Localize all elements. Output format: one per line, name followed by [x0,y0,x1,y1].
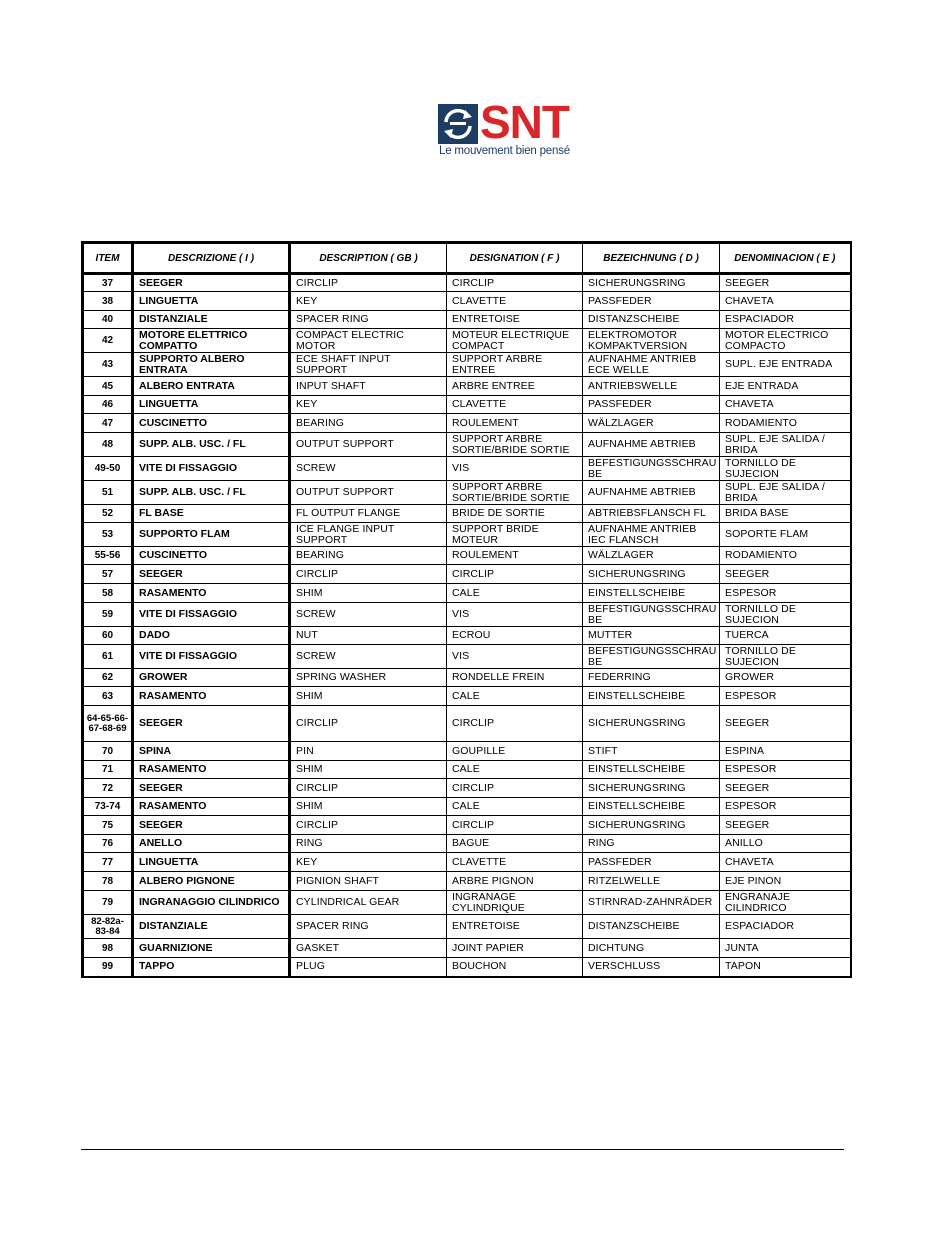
table-cell-d: AUFNAHME ANTRIEB IEC FLANSCH [583,523,720,547]
table-cell-e: RODAMIENTO [720,414,851,433]
table-cell-f: SUPPORT ARBRE ENTREE [447,353,583,377]
table-cell-d: ABTRIEBSFLANSCH FL [583,505,720,523]
table-cell-e: ENGRANAJE CILINDRICO [720,891,851,915]
table-cell-it: LINGUETTA [133,853,290,872]
table-row [83,669,851,687]
table-row [83,547,851,565]
table-cell-gb: CIRCLIP [290,565,447,584]
table-cell-gb: SCREW [290,645,447,669]
table-row [83,396,851,414]
table-cell-e: SEEGER [720,565,851,584]
table-cell-d: MUTTER [583,627,720,645]
table-cell-gb: CIRCLIP [290,706,447,742]
table-row [83,645,851,669]
table-cell-e: BRIDA BASE [720,505,851,523]
table-cell-item: 60 [83,627,133,645]
footer-divider [81,1149,844,1150]
table-cell-it: INGRANAGGIO CILINDRICO [133,891,290,915]
table-cell-d: WÄLZLAGER [583,547,720,565]
table-cell-d: SICHERUNGSRING [583,274,720,292]
table-cell-it: SEEGER [133,779,290,798]
table-cell-d: VERSCHLUSS [583,958,720,977]
table-cell-d: BEFESTIGUNGSSCHRAU BE [583,645,720,669]
table-cell-item: 76 [83,835,133,853]
table-row [83,353,851,377]
table-cell-item: 38 [83,292,133,311]
table-cell-f: CIRCLIP [447,779,583,798]
table-row [83,835,851,853]
table-row [83,457,851,481]
table-cell-item: 98 [83,939,133,958]
table-cell-e: SEEGER [720,274,851,292]
table-cell-f: CALE [447,761,583,779]
table-cell-gb: OUTPUT SUPPORT [290,433,447,457]
table-cell-f: ENTRETOISE [447,915,583,939]
table-cell-gb: PLUG [290,958,447,977]
table-cell-e: SUPL. EJE ENTRADA [720,353,851,377]
table-cell-f: CLAVETTE [447,396,583,414]
table-cell-d: STIFT [583,742,720,761]
table-row [83,433,851,457]
table-cell-f: VIS [447,457,583,481]
table-cell-d: AUFNAHME ABTRIEB [583,481,720,505]
table-cell-it: SUPP. ALB. USC. / FL [133,481,290,505]
table-cell-item: 45 [83,377,133,396]
table-cell-it: ALBERO PIGNONE [133,872,290,891]
table-cell-d: DISTANZSCHEIBE [583,311,720,329]
table-cell-e: TORNILLO DE SUJECION [720,457,851,481]
table-cell-f: RONDELLE FREIN [447,669,583,687]
table-cell-e: CHAVETA [720,292,851,311]
table-cell-e: SEEGER [720,706,851,742]
table-cell-gb: CIRCLIP [290,816,447,835]
table-cell-item: 43 [83,353,133,377]
table-cell-d: PASSFEDER [583,853,720,872]
table-cell-f: SUPPORT ARBRE SORTIE/BRIDE SORTIE [447,481,583,505]
table-cell-gb: PIN [290,742,447,761]
table-cell-f: VIS [447,645,583,669]
table-row [83,481,851,505]
table-cell-e: SEEGER [720,779,851,798]
table-cell-f: BOUCHON [447,958,583,977]
table-row [83,603,851,627]
table-cell-item: 78 [83,872,133,891]
table-cell-f: CALE [447,798,583,816]
table-cell-e: SEEGER [720,816,851,835]
table-cell-item: 55-56 [83,547,133,565]
table-cell-gb: CIRCLIP [290,274,447,292]
table-cell-d: AUFNAHME ANTRIEB ECE WELLE [583,353,720,377]
table-cell-item: 61 [83,645,133,669]
table-cell-gb: KEY [290,853,447,872]
table-cell-f: ECROU [447,627,583,645]
table-header-row [83,243,851,274]
table-cell-e: ANILLO [720,835,851,853]
table-cell-f: CALE [447,687,583,706]
table-cell-it: CUSCINETTO [133,414,290,433]
table-cell-item: 63 [83,687,133,706]
table-cell-item: 70 [83,742,133,761]
table-cell-e: TAPON [720,958,851,977]
table-cell-it: RASAMENTO [133,761,290,779]
table-cell-it: ALBERO ENTRATA [133,377,290,396]
table-cell-f: ROULEMENT [447,414,583,433]
table-cell-gb: OUTPUT SUPPORT [290,481,447,505]
table-cell-gb: NUT [290,627,447,645]
table-row [83,414,851,433]
table-cell-item: 49-50 [83,457,133,481]
table-cell-it: DISTANZIALE [133,915,290,939]
table-cell-it: GUARNIZIONE [133,939,290,958]
table-cell-f: CLAVETTE [447,292,583,311]
table-row [83,377,851,396]
table-cell-f: CIRCLIP [447,706,583,742]
logo-wordmark: SNT [480,96,569,148]
table-cell-it: ANELLO [133,835,290,853]
table-cell-f: JOINT PAPIER [447,939,583,958]
table-cell-d: SICHERUNGSRING [583,816,720,835]
table-cell-e: ESPESOR [720,761,851,779]
header-d: BEZEICHNUNG ( D ) [583,243,720,274]
table-cell-item: 57 [83,565,133,584]
table-cell-gb: BEARING [290,414,447,433]
table-cell-d: SICHERUNGSRING [583,706,720,742]
table-cell-item: 52 [83,505,133,523]
table-cell-it: FL BASE [133,505,290,523]
table-row [83,505,851,523]
table-cell-d: WÄLZLAGER [583,414,720,433]
table-cell-item: 99 [83,958,133,977]
footer-link-2[interactable] [605,1190,682,1205]
table-cell-it: MOTORE ELETTRICO COMPATTO [133,329,290,353]
table-cell-it: LINGUETTA [133,292,290,311]
table-cell-it: LINGUETTA [133,396,290,414]
table-cell-d: PASSFEDER [583,292,720,311]
table-cell-e: TORNILLO DE SUJECION [720,603,851,627]
table-row [83,584,851,603]
table-cell-item: 51 [83,481,133,505]
table-cell-item: 48 [83,433,133,457]
table-row [83,292,851,311]
table-cell-e: ESPESOR [720,584,851,603]
table-row [83,627,851,645]
table-cell-d: ELEKTROMOTOR KOMPAKTVERSION [583,329,720,353]
table-cell-gb: FL OUTPUT FLANGE [290,505,447,523]
table-cell-f: CIRCLIP [447,816,583,835]
header-it: DESCRIZIONE ( I ) [133,243,290,274]
table-cell-f: SUPPORT BRIDE MOTEUR [447,523,583,547]
table-cell-f: ROULEMENT [447,547,583,565]
table-cell-e: ESPESOR [720,798,851,816]
table-cell-e: CHAVETA [720,396,851,414]
table-cell-d: BEFESTIGUNGSSCHRAU BE [583,457,720,481]
table-cell-gb: ICE FLANGE INPUT SUPPORT [290,523,447,547]
footer-link-1[interactable] [490,1190,588,1205]
table-cell-d: BEFESTIGUNGSSCHRAU BE [583,603,720,627]
table-cell-gb: SPRING WASHER [290,669,447,687]
table-cell-e: ESPACIADOR [720,311,851,329]
table-cell-item: 42 [83,329,133,353]
table-cell-item: 79 [83,891,133,915]
table-cell-it: SUPPORTO FLAM [133,523,290,547]
snt-logo-mark-icon [438,104,478,144]
table-cell-gb: RING [290,835,447,853]
table-cell-it: DADO [133,627,290,645]
table-cell-item: 53 [83,523,133,547]
table-cell-d: FEDERRING [583,669,720,687]
logo-tagline: Le mouvement bien pensé [439,145,570,157]
table-cell-e: ESPINA [720,742,851,761]
table-cell-item: 77 [83,853,133,872]
table-cell-gb: KEY [290,292,447,311]
table-cell-item: 58 [83,584,133,603]
table-row [83,687,851,706]
table-cell-d: STIRNRAD-ZAHNRÄDER [583,891,720,915]
table-cell-item: 73-74 [83,798,133,816]
table-cell-it: VITE DI FISSAGGIO [133,457,290,481]
table-row [83,523,851,547]
table-cell-f: BRIDE DE SORTIE [447,505,583,523]
table-cell-e: TUERCA [720,627,851,645]
table-cell-gb: SCREW [290,603,447,627]
table-cell-f: CALE [447,584,583,603]
table-cell-d: EINSTELLSCHEIBE [583,687,720,706]
table-cell-e: JUNTA [720,939,851,958]
table-cell-d: SICHERUNGSRING [583,565,720,584]
table-cell-e: TORNILLO DE SUJECION [720,645,851,669]
table-cell-d: EINSTELLSCHEIBE [583,798,720,816]
table-row [83,958,851,977]
table-cell-f: ARBRE PIGNON [447,872,583,891]
table-cell-it: TAPPO [133,958,290,977]
table-cell-f: SUPPORT ARBRE SORTIE/BRIDE SORTIE [447,433,583,457]
table-cell-d: SICHERUNGSRING [583,779,720,798]
table-cell-item: 46 [83,396,133,414]
table-cell-item: 72 [83,779,133,798]
table-cell-f: MOTEUR ELECTRIQUE COMPACT [447,329,583,353]
table-cell-f: GOUPILLE [447,742,583,761]
table-cell-e: CHAVETA [720,853,851,872]
table-row [83,798,851,816]
table-cell-d: RITZELWELLE [583,872,720,891]
table-cell-e: ESPESOR [720,687,851,706]
header-e: DENOMINACION ( E ) [720,243,851,274]
table-cell-it: VITE DI FISSAGGIO [133,603,290,627]
table-cell-gb: CIRCLIP [290,779,447,798]
table-cell-gb: KEY [290,396,447,414]
table-cell-gb: SCREW [290,457,447,481]
table-cell-gb: SPACER RING [290,311,447,329]
table-cell-item: 47 [83,414,133,433]
table-cell-it: GROWER [133,669,290,687]
table-cell-d: DICHTUNG [583,939,720,958]
table-cell-it: SUPP. ALB. USC. / FL [133,433,290,457]
parts-table [81,241,852,978]
table-cell-item: 82-82a-83-84 [83,915,133,939]
table-cell-it: SUPPORTO ALBERO ENTRATA [133,353,290,377]
table-cell-f: CLAVETTE [447,853,583,872]
table-cell-item: 71 [83,761,133,779]
table-row [83,853,851,872]
table-cell-d: RING [583,835,720,853]
table-cell-gb: SPACER RING [290,915,447,939]
table-cell-gb: CYLINDRICAL GEAR [290,891,447,915]
table-cell-e: GROWER [720,669,851,687]
table-cell-d: EINSTELLSCHEIBE [583,584,720,603]
table-cell-gb: BEARING [290,547,447,565]
header-item: ITEM [83,243,133,274]
table-cell-f: BAGUE [447,835,583,853]
table-cell-gb: SHIM [290,687,447,706]
table-cell-it: SEEGER [133,565,290,584]
table-cell-d: ANTRIEBSWELLE [583,377,720,396]
table-cell-it: RASAMENTO [133,584,290,603]
header-f: DESIGNATION ( F ) [447,243,583,274]
table-row [83,311,851,329]
table-row [83,742,851,761]
table-cell-gb: SHIM [290,798,447,816]
table-cell-d: PASSFEDER [583,396,720,414]
table-row [83,939,851,958]
table-cell-it: VITE DI FISSAGGIO [133,645,290,669]
table-cell-e: SUPL. EJE SALIDA / BRIDA [720,433,851,457]
table-cell-e: MOTOR ELECTRICO COMPACTO [720,329,851,353]
table-row [83,329,851,353]
table-cell-it: SEEGER [133,706,290,742]
table-row [83,891,851,915]
table-cell-gb: COMPACT ELECTRIC MOTOR [290,329,447,353]
table-cell-gb: SHIM [290,761,447,779]
table-cell-f: CIRCLIP [447,274,583,292]
table-row [83,872,851,891]
table-cell-item: 37 [83,274,133,292]
table-cell-e: SUPL. EJE SALIDA / BRIDA [720,481,851,505]
table-cell-it: CUSCINETTO [133,547,290,565]
table-cell-it: RASAMENTO [133,687,290,706]
table-cell-e: EJE PINON [720,872,851,891]
table-cell-gb: ECE SHAFT INPUT SUPPORT [290,353,447,377]
table-cell-gb: INPUT SHAFT [290,377,447,396]
table-row [83,816,851,835]
table-cell-item: 59 [83,603,133,627]
table-cell-item: 64-65-66-67-68-69 [83,706,133,742]
table-cell-e: ESPACIADOR [720,915,851,939]
table-cell-f: VIS [447,603,583,627]
table-cell-gb: SHIM [290,584,447,603]
snt-logo [438,96,588,159]
table-cell-it: SPINA [133,742,290,761]
table-cell-f: INGRANAGE CYLINDRIQUE [447,891,583,915]
table-cell-it: SEEGER [133,816,290,835]
table-cell-f: ARBRE ENTREE [447,377,583,396]
table-cell-f: CIRCLIP [447,565,583,584]
table-cell-it: SEEGER [133,274,290,292]
table-cell-d: EINSTELLSCHEIBE [583,761,720,779]
table-cell-it: RASAMENTO [133,798,290,816]
table-cell-item: 62 [83,669,133,687]
table-cell-gb: PIGNION SHAFT [290,872,447,891]
table-cell-e: EJE ENTRADA [720,377,851,396]
table-cell-item: 75 [83,816,133,835]
table-cell-d: DISTANZSCHEIBE [583,915,720,939]
table-cell-it: DISTANZIALE [133,311,290,329]
table-cell-item: 40 [83,311,133,329]
table-cell-e: SOPORTE FLAM [720,523,851,547]
table-row [83,761,851,779]
table-cell-e: RODAMIENTO [720,547,851,565]
table-cell-d: AUFNAHME ABTRIEB [583,433,720,457]
header-gb: DESCRIPTION ( GB ) [290,243,447,274]
table-row [83,565,851,584]
table-row [83,274,851,292]
table-cell-f: ENTRETOISE [447,311,583,329]
table-row [83,915,851,939]
table-row [83,779,851,798]
table-cell-gb: GASKET [290,939,447,958]
table-row [83,706,851,742]
